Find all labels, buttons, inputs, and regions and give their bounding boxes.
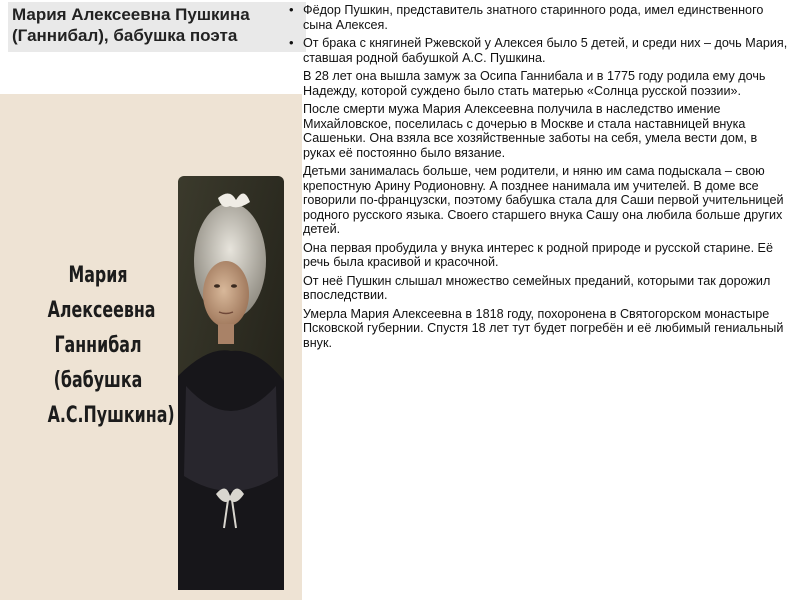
paragraph-8: Умерла Мария Алексеевна в 1818 году, похоронена в Святогорском монастыре Псковской губернии. Спустя 18 лет тут будет погребён и её любимый гениальный внук. (303, 306, 784, 350)
paragraph-4: После смерти мужа Мария Алексеевна получила в наследство имение Михайловское, поселилась с дочерью в Москве и стала наставницей внука Сашеньки. Она взяла все хозяйственные заботы на себя, умела вести дом, в руках её постоянно было вязание. (303, 102, 758, 160)
paragraph-7: От неё Пушкин слышал множество семейных преданий, которыми так дорожил впоследствии. (303, 273, 771, 302)
paragraph-1: • Фёдор Пушкин, представитель знатного старинного рода, имел единственного сына Алексея. (283, 3, 788, 32)
portrait-painting (178, 176, 284, 590)
text-list (283, 3, 788, 354)
slide-title: Мария Алексеевна Пушкина (Ганнибал), бабушка поэта (8, 2, 306, 52)
caption-line: Ганнибал (54, 333, 142, 358)
paragraph-5: Детьми занималась больше, чем родители, и няню им сама подыскала – свою крепостную Арину Родионовну. А позднее нанимала им учителей. В доме все говорили по-французски, поэтому бабушка стала для Саши первой учительницей родного русского языка. Своего старшего внука Сашу она любила больше других детей. (303, 164, 784, 236)
left-panel (0, 0, 302, 600)
caption-line: Алексеевна (47, 298, 156, 323)
caption-line: А.С.Пушкина) (47, 403, 175, 428)
paragraph-3: В 28 лет она вышла замуж за Осипа Ганнибала и в 1775 году родила ему дочь Надежду, которой суждено было стать матерью «Солнца русской поэзии». (303, 69, 766, 98)
caption-line: (бабушка (53, 368, 143, 393)
paragraph-2: • От брака с княгиней Ржевской у Алексея было 5 детей, и среди них – дочь Мария, ставшая родной бабушкой А.С. Пушкина. (283, 36, 788, 65)
caption-line: Мария (68, 263, 128, 288)
paragraph-6: Она первая пробудила у внука интерес к родной природе и русской старине. Её речь была красивой и красочной. (303, 240, 773, 269)
image-caption (47, 258, 175, 433)
